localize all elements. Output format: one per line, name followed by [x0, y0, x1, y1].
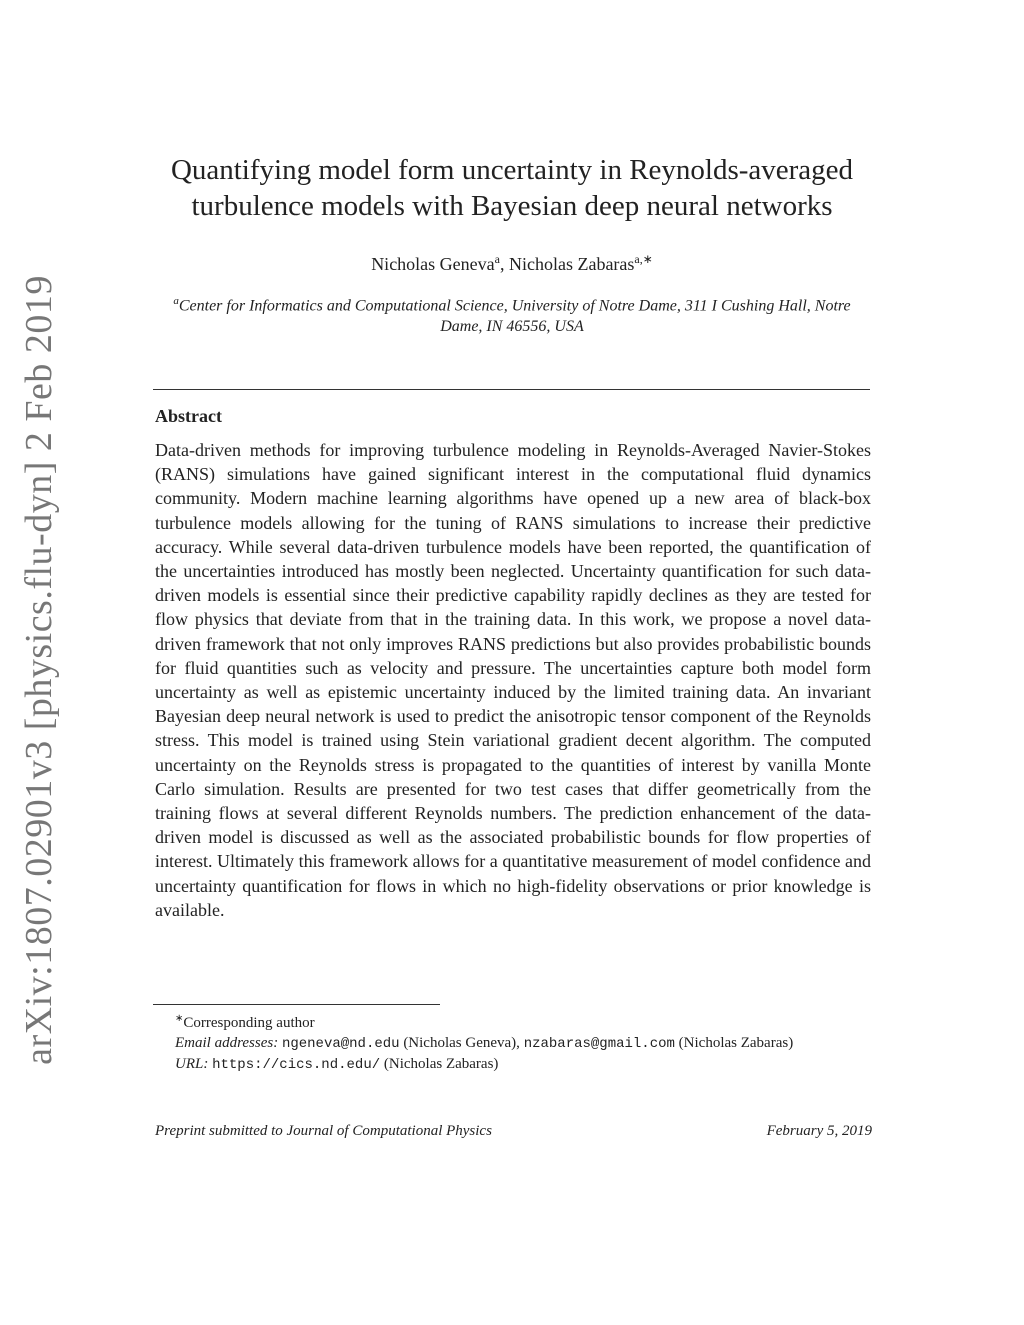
- footnote-divider: [153, 1004, 440, 1005]
- footnote-url: [155, 1054, 871, 1075]
- preprint-note: Preprint submitted to Journal of Computational Physics: [155, 1123, 492, 1139]
- affiliation: [160, 291, 864, 337]
- abstract-heading: Abstract: [155, 406, 222, 426]
- url-link[interactable]: https://cics.nd.edu/: [212, 1057, 381, 1073]
- url-label: URL:: [175, 1056, 209, 1072]
- author-list: Nicholas Geneva$^a$, Nicholas Zabaras$^{a,∗}$: [371, 252, 653, 274]
- affiliation-mark: a: [173, 295, 179, 307]
- arxiv-identifier: arXiv:1807.02901v3 [physics.flu-dyn] 2 Feb 2019: [18, 275, 60, 1065]
- abstract-body: Data-driven methods for improving turbulence modeling in Reynolds-Averaged Navier-Stokes (RANS) simulations have gained significant interest in the computational fluid dynamics community. Modern machine learning algorithms have opened up a new area of black-box turbulence models allowing for the tuning of RANS simulations to increase their predictive accuracy. While several data-driven turbulence models have been reported, the quantification of the uncertainties introduced has mostly been neglected. Uncertainty quantification for such data-driven models is essential since their predictive capability rapidly declines as they are tested for flow physics that deviate from that in the training data. In this work, we propose a novel data-driven framework that not only improves RANS predictions but also provides probabilistic bounds for fluid quantities such as velocity and pressure. The uncertainties capture both model form uncertainty as well as epistemic uncertainty induced by the limited training data. An invariant Bayesian deep neural network is used to predict the anisotropic tensor component of the Reynolds stress. This model is trained using Stein variational gradient decent algorithm. The computed uncertainty on the Reynolds stress is propagated to the quantities of interest by vanilla Monte Carlo simulation. Results are presented for two test cases that differ geometrically from the training flows at several different Reynolds numbers. The prediction enhancement of the data-driven model is discussed as well as the associated probabilistic bounds for flow properties of interest. Ultimately this framework allows for a quantitative measurement of model confidence and uncertainty quantification for flows in which no high-fidelity observations or prior knowledge is available.: [155, 440, 871, 920]
- title-line-1: Quantifying model form uncertainty in Reynolds-averaged: [170, 154, 854, 186]
- author-affiliation-mark: a: [494, 252, 500, 266]
- author-name: Nicholas Geneva: [371, 254, 495, 274]
- paper-title: [150, 152, 874, 224]
- footnote-emails: [155, 1033, 871, 1054]
- divider: [153, 389, 870, 390]
- footnote-corresponding: [155, 1009, 871, 1033]
- email-label: Email addresses:: [175, 1035, 279, 1051]
- author-affiliation-mark: a,∗: [634, 252, 653, 266]
- email-owner: (Nicholas Geneva),: [403, 1035, 520, 1051]
- submission-date: February 5, 2019: [766, 1123, 872, 1139]
- email-owner: (Nicholas Zabaras): [678, 1035, 794, 1051]
- footnote-text: Corresponding author: [183, 1015, 315, 1031]
- email-link[interactable]: ngeneva@nd.edu: [281, 1036, 400, 1052]
- affiliation-text: Center for Informatics and Computational Science, University of Notre Dame, 311 I Cushing Hall, Notre Dame, IN 46556, USA: [178, 297, 851, 336]
- footnotes: [155, 1009, 871, 1075]
- footnote-mark: ∗: [175, 1013, 184, 1024]
- email-link[interactable]: nzabaras@gmail.com: [523, 1036, 675, 1052]
- author-name: Nicholas Zabaras: [508, 254, 635, 274]
- title-line-2: turbulence models with Bayesian deep neural networks: [191, 190, 833, 222]
- url-owner: (Nicholas Zabaras): [383, 1056, 499, 1072]
